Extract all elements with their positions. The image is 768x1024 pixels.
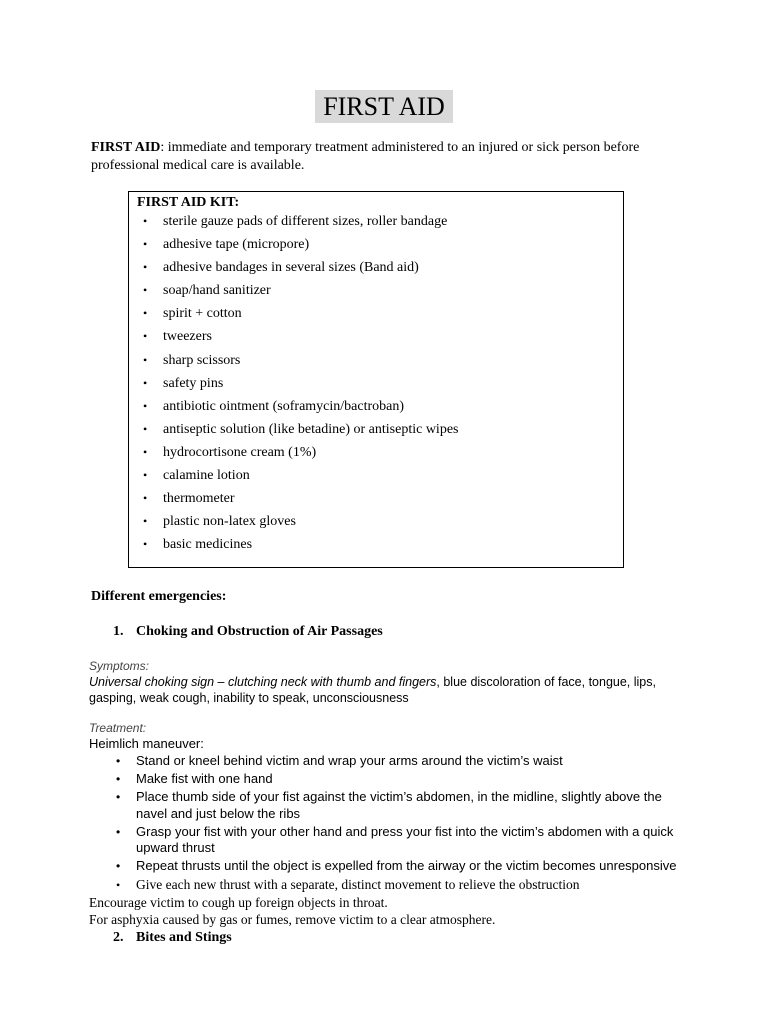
bullet-icon: • <box>143 468 148 483</box>
bullet-icon: • <box>143 352 148 367</box>
kit-item <box>129 395 458 418</box>
symptoms-rest: , blue discoloration of face, tongue, lips, gasping, weak cough, inability to speak, unconsciousness <box>89 675 656 705</box>
bullet-icon: • <box>143 421 148 436</box>
definition-term: FIRST AID <box>91 140 161 155</box>
bullet-icon: • <box>143 375 148 390</box>
encourage-text: Encourage victim to cough up foreign objects in throat. <box>89 895 388 910</box>
kit-item-label: plastic non-latex gloves <box>163 514 296 530</box>
page-title: FIRST AID <box>315 90 453 123</box>
bullet-icon: • <box>116 790 121 804</box>
kit-item-label: basic medicines <box>163 537 253 553</box>
step-text: Place thumb side of your fist against the victim’s abdomen, in the midline, slightly above the navel and just below the ribs <box>136 789 662 821</box>
list-item <box>113 824 683 857</box>
bullet-icon: • <box>116 754 121 768</box>
bullet-icon: • <box>116 878 121 892</box>
symptoms-text <box>89 674 679 706</box>
list-item <box>113 771 683 788</box>
bullet-icon: • <box>116 859 121 873</box>
bullet-icon: • <box>143 306 148 321</box>
kit-item-label: adhesive tape (micropore) <box>163 237 310 253</box>
section-number: 1. <box>113 624 124 639</box>
kit-item-label: calamine lotion <box>163 468 250 484</box>
first-aid-definition <box>91 139 691 175</box>
kit-item <box>129 418 458 441</box>
asphyxia-text: For asphyxia caused by gas or fumes, remove victim to a clear atmosphere. <box>89 912 496 927</box>
section-number: 2. <box>113 930 124 945</box>
kit-item <box>129 464 458 487</box>
kit-item-label: antiseptic solution (like betadine) or antiseptic wipes <box>163 421 459 437</box>
section-title: Bites and Stings <box>136 930 232 945</box>
bullet-icon: • <box>143 444 148 459</box>
bullet-icon: • <box>143 329 148 344</box>
step-text: Grasp your fist with your other hand and press your fist into the victim’s abdomen with a quick upward thrust <box>136 823 674 855</box>
kit-item-label: hydrocortisone cream (1%) <box>163 444 317 460</box>
symptoms-italic: Universal choking sign – clutching neck with thumb and fingers <box>89 675 437 689</box>
list-item <box>113 753 683 770</box>
step-text: Give each new thrust with a separate, distinct movement to relieve the obstruction <box>136 877 580 892</box>
list-item <box>113 789 683 822</box>
kit-item <box>129 533 458 556</box>
section-heading-choking <box>113 623 383 641</box>
kit-item <box>129 441 458 464</box>
kit-item <box>129 302 458 325</box>
list-item <box>113 858 683 875</box>
treatment-label: Treatment: <box>89 721 147 735</box>
section-title: Choking and Obstruction of Air Passages <box>136 624 383 639</box>
kit-item-label: sterile gauze pads of different sizes, roller bandage <box>163 214 448 229</box>
bullet-icon: • <box>116 772 121 786</box>
heimlich-heading: Heimlich maneuver: <box>89 736 204 751</box>
emergencies-heading: Different emergencies: <box>91 589 227 604</box>
treatment-steps <box>113 753 683 896</box>
bullet-icon: • <box>143 260 148 275</box>
bullet-icon: • <box>143 537 148 552</box>
bullet-icon: • <box>143 214 148 228</box>
first-aid-kit-box <box>128 191 624 568</box>
kit-item-label: soap/hand sanitizer <box>163 283 271 299</box>
step-text: Repeat thrusts until the object is expelled from the airway or the victim becomes unresponsive <box>136 858 677 873</box>
kit-list <box>129 210 458 556</box>
kit-item-label: spirit + cotton <box>163 306 242 322</box>
kit-item-label: adhesive bandages in several sizes (Band aid) <box>163 260 419 276</box>
symptoms-label: Symptoms: <box>89 659 150 673</box>
definition-text: : immediate and temporary treatment administered to an injured or sick person before professional medical care is available. <box>91 140 640 173</box>
step-text: Stand or kneel behind victim and wrap your arms around the victim’s waist <box>136 753 563 768</box>
kit-item <box>129 233 458 256</box>
kit-item <box>129 325 458 348</box>
kit-item-label: sharp scissors <box>163 352 241 368</box>
kit-item-label: antibiotic ointment (soframycin/bactroban) <box>163 398 405 414</box>
bullet-icon: • <box>143 514 148 529</box>
kit-item-label: thermometer <box>163 491 235 507</box>
kit-item-label: tweezers <box>163 329 212 345</box>
step-text: Make fist with one hand <box>136 771 273 786</box>
kit-item <box>129 487 458 510</box>
kit-item <box>129 372 458 395</box>
bullet-icon: • <box>143 237 148 252</box>
kit-item <box>129 349 458 372</box>
bullet-icon: • <box>116 824 121 839</box>
bullet-icon: • <box>143 283 148 298</box>
section-heading-bites <box>113 929 232 947</box>
bullet-icon: • <box>143 491 148 506</box>
list-item <box>113 876 683 894</box>
kit-item <box>129 510 458 533</box>
kit-item <box>129 210 458 233</box>
kit-item <box>129 256 458 279</box>
bullet-icon: • <box>143 398 148 413</box>
kit-item-label: safety pins <box>163 375 224 391</box>
kit-item <box>129 279 458 302</box>
kit-title: FIRST AID KIT: <box>137 195 240 210</box>
